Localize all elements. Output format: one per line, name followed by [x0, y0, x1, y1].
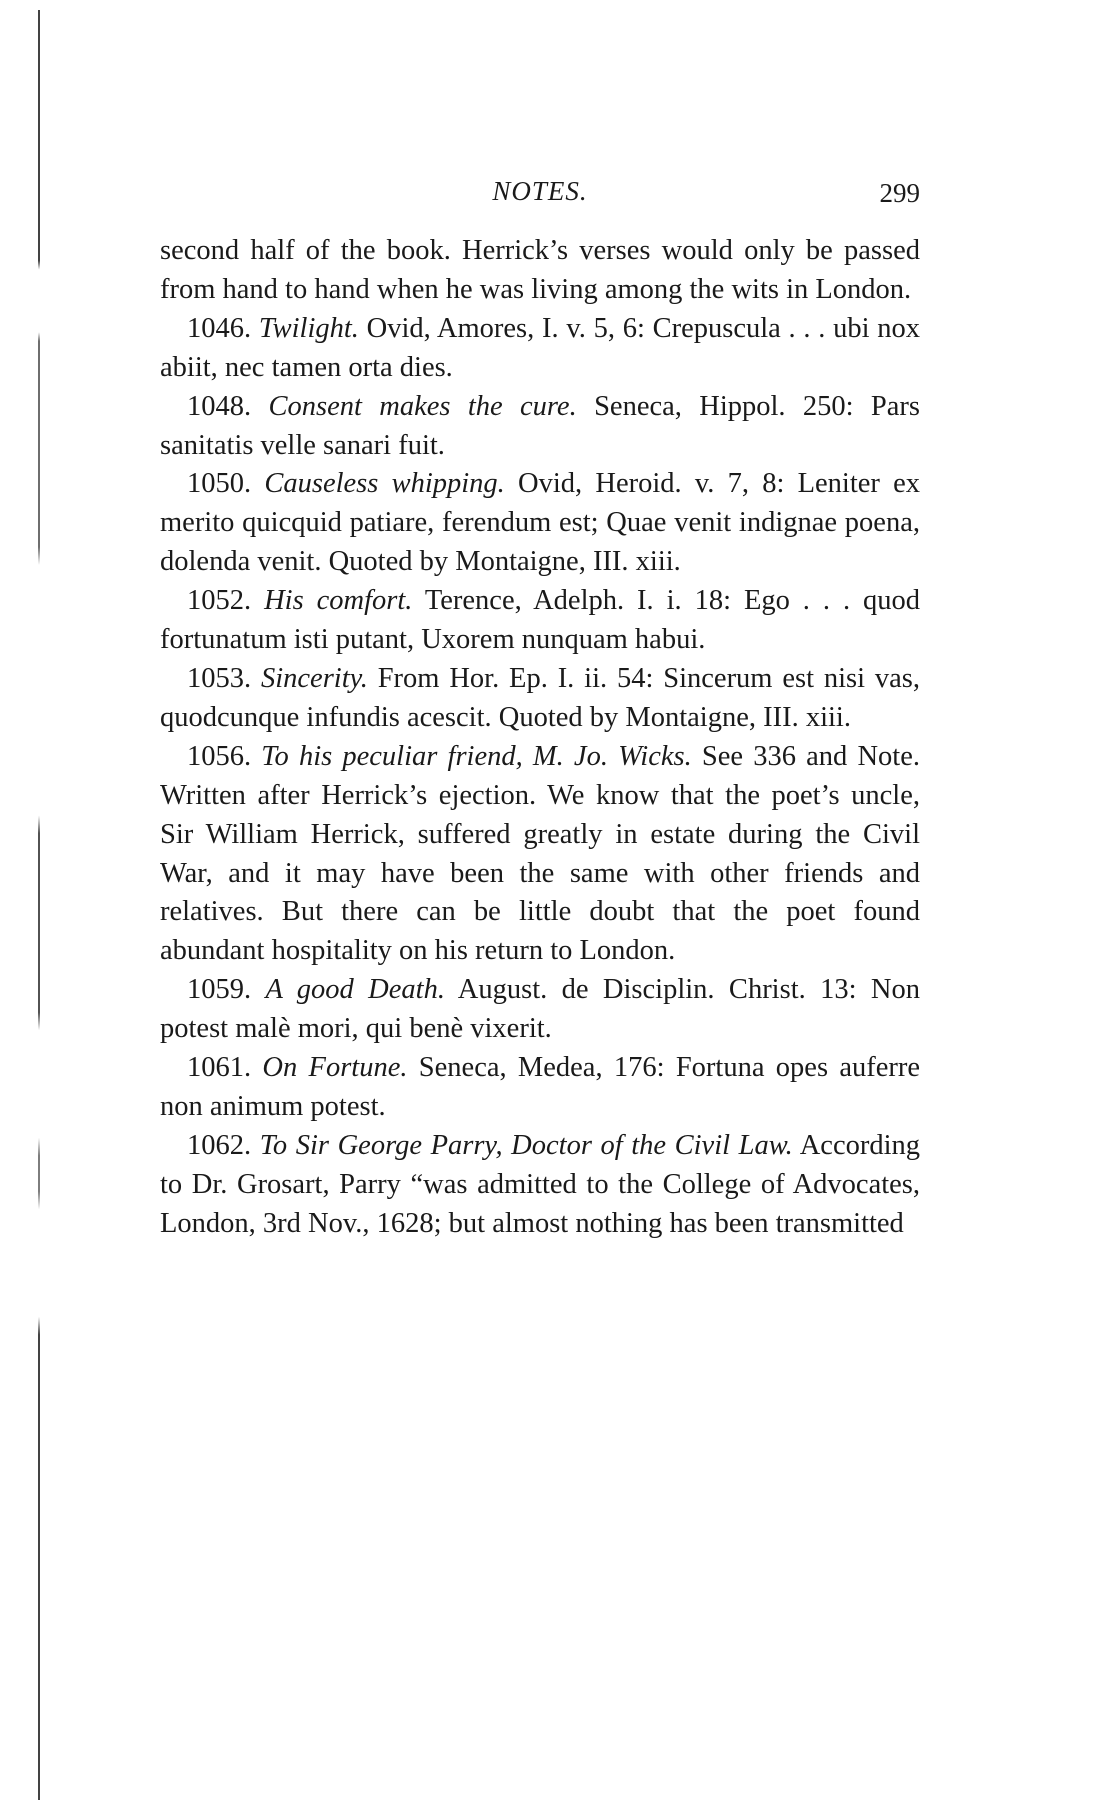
running-head: NOTES.	[492, 176, 588, 206]
note-number: 1059.	[187, 974, 266, 1006]
note-text: Ovid, Heroid. v. 7, 8: Leniter ex merito quicquid patiare, ferendum est; Quae venit indignae poena, dolenda venit. Quoted by Montaigne, III. xiii.	[160, 468, 920, 578]
note-text: See 336 and Note. Written after Herrick’s ejection. We know that the poet’s uncle, Sir William Herrick, suffered greatly in estate during the Civil War, and it may have been the same with other friends and relatives. But there can be little doubt that the poet found abundant hospitality on his return to London.	[160, 740, 920, 967]
note-1046	[160, 310, 920, 388]
note-title: Causeless whipping.	[264, 468, 505, 500]
note-1050	[160, 465, 920, 582]
note-1062	[160, 1127, 920, 1244]
note-text: Terence, Adelph. I. i. 18: Ego . . . quod fortunatum isti putant, Uxorem nunquam habui.	[160, 585, 921, 656]
note-1061	[160, 1049, 920, 1127]
note-1056	[160, 738, 920, 971]
note-title: Consent makes the cure.	[268, 390, 577, 422]
note-text: August. de Disciplin. Christ. 13: Non potest malè mori, qui benè vixerit.	[160, 974, 921, 1045]
note-title: Sincerity.	[260, 662, 368, 694]
scan-binding-edge	[38, 10, 40, 1800]
note-1048	[160, 388, 920, 466]
note-title: His comfort.	[264, 585, 413, 617]
note-title: To Sir George Parry, Doctor of the Civil Law.	[259, 1129, 793, 1161]
note-title: A good Death.	[265, 974, 445, 1006]
note-number: 1056.	[187, 740, 262, 772]
note-number: 1061.	[187, 1052, 263, 1084]
note-number: 1052.	[187, 585, 265, 617]
note-number: 1062.	[187, 1129, 260, 1161]
paragraph-continuation	[160, 232, 920, 310]
note-title: On Fortune.	[262, 1052, 408, 1084]
note-number: 1053.	[187, 662, 261, 694]
note-text: From Hor. Ep. I. ii. 54: Sincerum est nisi vas, quodcunque infundis acescit. Quoted by Montaigne, III. xiii.	[160, 662, 921, 733]
note-number: 1048.	[187, 390, 269, 422]
page-header	[160, 176, 920, 216]
note-1052	[160, 582, 920, 660]
paragraph-text: second half of the book. Herrick’s verses would only be passed from hand to hand when he was living among the wits in London.	[160, 235, 920, 305]
note-1053	[160, 660, 920, 738]
note-1059	[160, 971, 920, 1049]
page-number: 299	[879, 178, 920, 208]
note-text: Ovid, Amores, I. v. 5, 6: Crepuscula . . . ubi nox abiit, nec tamen orta dies.	[160, 312, 921, 383]
note-title: Twilight.	[258, 312, 359, 344]
note-text: Seneca, Hippol. 250: Pars sanitatis velle sanari fuit.	[160, 390, 920, 461]
note-text: According to Dr. Grosart, Parry “was admitted to the College of Advocates, London, 3rd Nov., 1628; but almost nothing has been transmitted	[160, 1129, 921, 1239]
notes-body	[160, 232, 920, 1244]
note-title: To his peculiar friend, M. Jo. Wicks.	[261, 740, 692, 772]
note-text: Seneca, Medea, 176: Fortuna opes auferre non animum potest.	[160, 1052, 920, 1122]
note-number: 1050.	[187, 468, 265, 500]
note-number: 1046.	[187, 312, 259, 344]
